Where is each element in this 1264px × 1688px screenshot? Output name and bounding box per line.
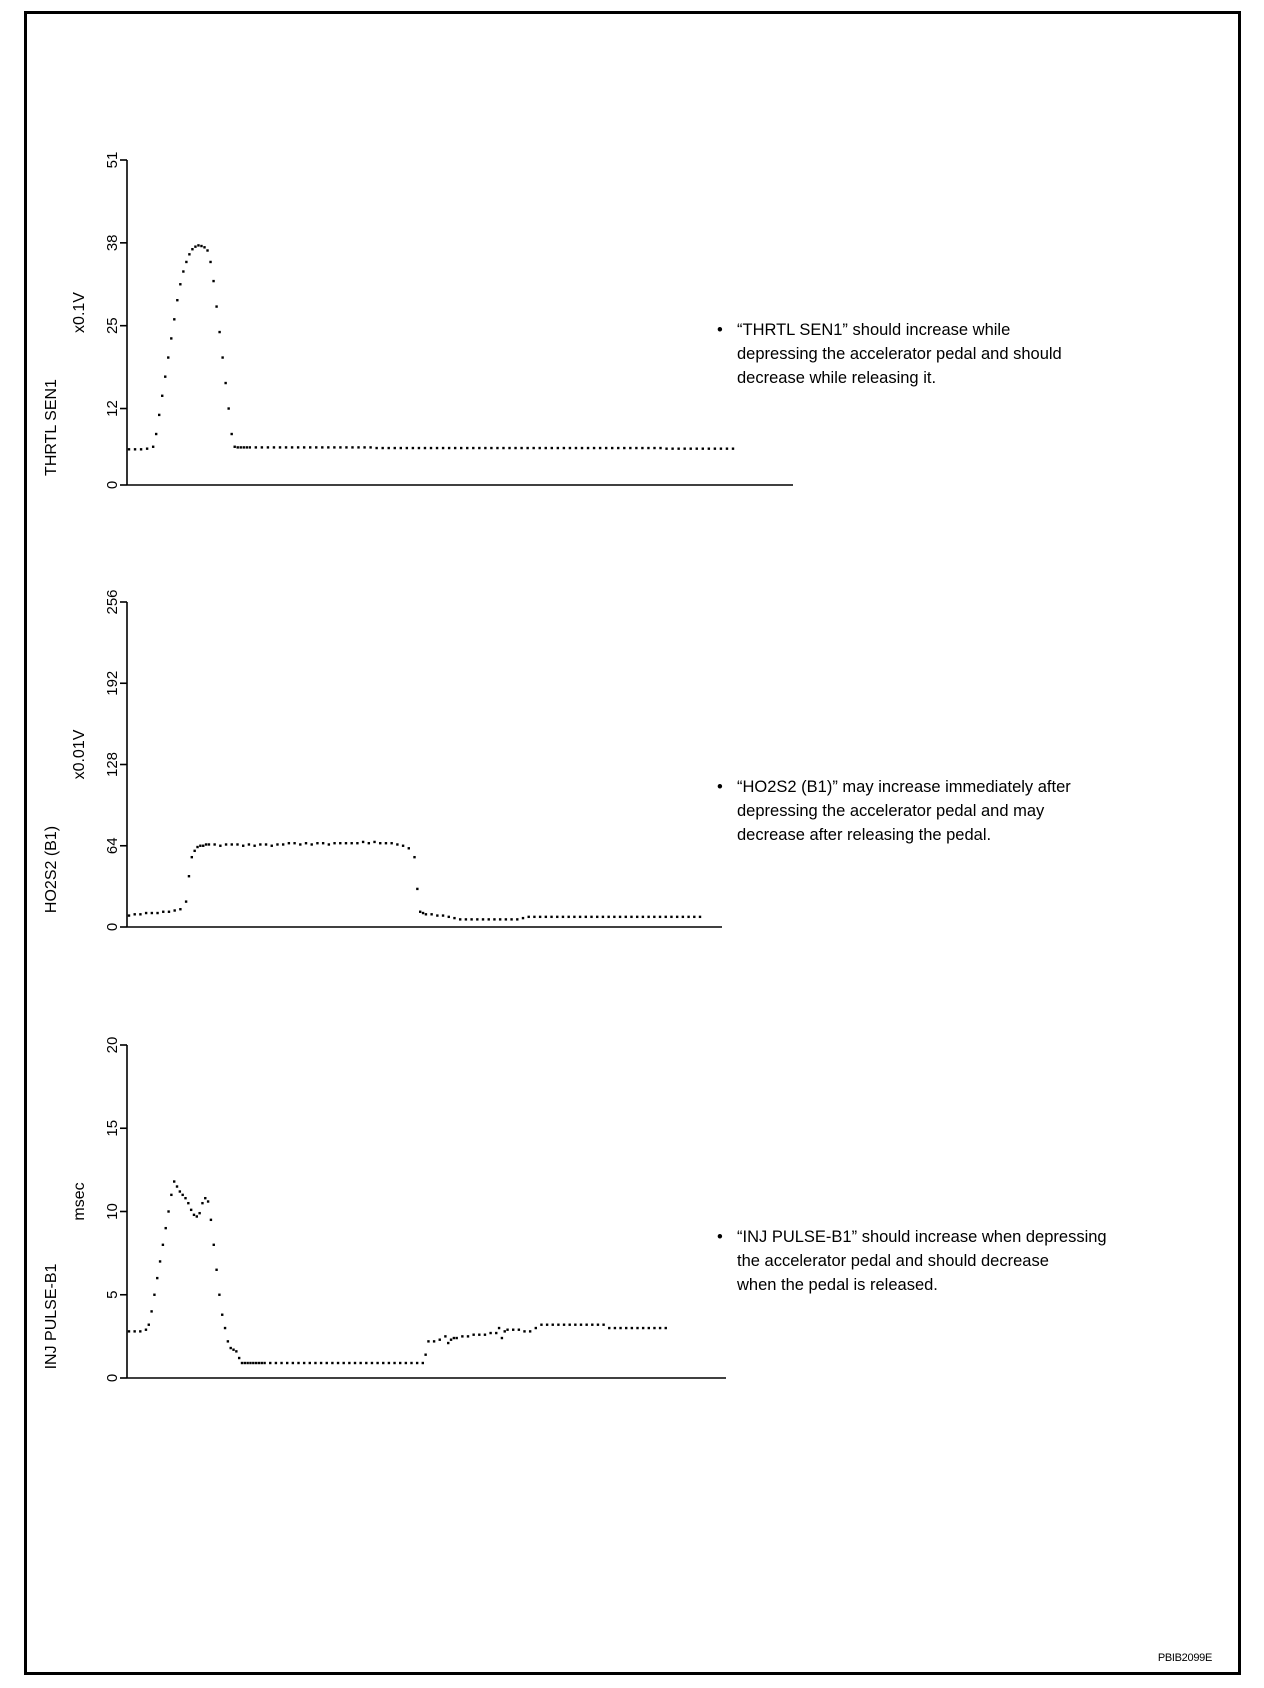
data-point — [139, 1330, 141, 1332]
data-point — [484, 1334, 486, 1336]
data-point — [238, 1357, 240, 1359]
note-line: “INJ PULSE-B1” should increase when depressing — [737, 1228, 1107, 1246]
data-point — [569, 1324, 571, 1326]
data-point — [453, 1337, 455, 1339]
y-tick-label: 256 — [103, 589, 121, 615]
data-point — [167, 1210, 169, 1212]
data-point — [410, 1362, 412, 1364]
data-point — [359, 1362, 361, 1364]
data-point — [557, 1324, 559, 1326]
data-point — [280, 1362, 282, 1364]
data-point — [648, 1327, 650, 1329]
data-point — [193, 1214, 195, 1216]
data-point — [181, 1194, 183, 1196]
note-inj-pulse-b1 — [717, 1225, 1237, 1297]
y-tick-label: 25 — [103, 317, 121, 335]
note-bullet: • — [717, 778, 723, 796]
data-point — [165, 1227, 167, 1229]
data-point — [173, 1180, 175, 1182]
y-tick-label: 51 — [103, 151, 121, 169]
data-point — [230, 1347, 232, 1349]
data-point — [365, 1362, 367, 1364]
data-point — [218, 1294, 220, 1296]
data-point — [653, 1327, 655, 1329]
data-point — [535, 1327, 537, 1329]
data-point — [467, 1335, 469, 1337]
data-point — [580, 1324, 582, 1326]
data-point — [148, 1324, 150, 1326]
y-tick-label: 64 — [103, 837, 121, 855]
y-axis-name-label: HO2S2 (B1) — [43, 825, 61, 914]
data-point — [495, 1332, 497, 1334]
data-point — [244, 1362, 246, 1364]
data-point — [275, 1362, 277, 1364]
data-point — [504, 1330, 506, 1332]
data-point — [156, 1277, 158, 1279]
data-point — [619, 1327, 621, 1329]
data-point — [227, 1340, 229, 1342]
data-point — [461, 1335, 463, 1337]
y-tick-label: 0 — [103, 1373, 121, 1383]
data-point — [252, 1362, 254, 1364]
data-point — [478, 1334, 480, 1336]
y-tick-label: 0 — [103, 922, 121, 932]
note-line: depressing the accelerator pedal and should — [737, 345, 1062, 363]
note-thrtl-sen1 — [717, 318, 1237, 390]
data-point — [190, 1209, 192, 1211]
data-point — [506, 1329, 508, 1331]
data-point — [241, 1362, 243, 1364]
note-line: “THRTL SEN1” should increase while — [737, 321, 1011, 339]
data-point — [636, 1327, 638, 1329]
data-point — [447, 1342, 449, 1344]
data-point — [221, 1314, 223, 1316]
data-point — [326, 1362, 328, 1364]
data-point — [393, 1362, 395, 1364]
data-point — [585, 1324, 587, 1326]
note-bullet: • — [717, 1228, 723, 1246]
y-axis-name-label: INJ PULSE-B1 — [43, 1263, 61, 1370]
data-point — [128, 1330, 130, 1332]
data-point — [439, 1339, 441, 1341]
data-point — [348, 1362, 350, 1364]
data-point — [201, 1202, 203, 1204]
data-point — [546, 1324, 548, 1326]
data-point — [427, 1340, 429, 1342]
data-point — [235, 1350, 237, 1352]
data-point — [450, 1339, 452, 1341]
data-point — [159, 1260, 161, 1262]
data-point — [133, 1330, 135, 1332]
data-point — [162, 1244, 164, 1246]
data-point — [320, 1362, 322, 1364]
data-point — [215, 1269, 217, 1271]
data-point — [153, 1294, 155, 1296]
note-line: depressing the accelerator pedal and may — [737, 802, 1045, 820]
y-tick-label: 0 — [103, 480, 121, 490]
data-point — [523, 1330, 525, 1332]
data-point — [422, 1362, 424, 1364]
note-line: when the pedal is released. — [737, 1276, 938, 1294]
y-axis-unit-label: x0.1V — [71, 292, 89, 333]
data-point — [602, 1324, 604, 1326]
data-point — [424, 1353, 426, 1355]
data-point — [608, 1327, 610, 1329]
data-point — [196, 1215, 198, 1217]
data-point — [198, 1212, 200, 1214]
data-point — [297, 1362, 299, 1364]
y-axis-unit-label: msec — [71, 1182, 89, 1221]
note-line: the accelerator pedal and should decrease — [737, 1252, 1049, 1270]
data-point — [371, 1362, 373, 1364]
data-point — [456, 1337, 458, 1339]
data-point — [145, 1329, 147, 1331]
data-point — [354, 1362, 356, 1364]
data-point — [246, 1362, 248, 1364]
data-point — [489, 1332, 491, 1334]
data-point — [170, 1194, 172, 1196]
data-point — [337, 1362, 339, 1364]
data-point — [631, 1327, 633, 1329]
note-bullet: • — [717, 321, 723, 339]
data-point — [498, 1327, 500, 1329]
note-line: “HO2S2 (B1)” may increase immediately after — [737, 778, 1071, 796]
data-point — [269, 1362, 271, 1364]
data-point — [179, 1190, 181, 1192]
data-point — [444, 1335, 446, 1337]
data-point — [416, 1362, 418, 1364]
y-tick-label: 20 — [103, 1036, 121, 1054]
data-point — [150, 1310, 152, 1312]
data-point — [512, 1329, 514, 1331]
data-point — [501, 1337, 503, 1339]
note-line: decrease while releasing it. — [737, 369, 937, 387]
data-point — [472, 1334, 474, 1336]
data-point — [261, 1362, 263, 1364]
data-point — [224, 1327, 226, 1329]
data-point — [292, 1362, 294, 1364]
data-point — [563, 1324, 565, 1326]
data-point — [574, 1324, 576, 1326]
y-tick-label: 15 — [103, 1119, 121, 1137]
y-tick-label: 38 — [103, 234, 121, 252]
data-point — [614, 1327, 616, 1329]
data-point — [343, 1362, 345, 1364]
data-point — [552, 1324, 554, 1326]
data-point — [642, 1327, 644, 1329]
data-point — [303, 1362, 305, 1364]
data-point — [210, 1219, 212, 1221]
data-point — [331, 1362, 333, 1364]
y-tick-label: 5 — [103, 1290, 121, 1299]
data-point — [405, 1362, 407, 1364]
note-ho2s2-b1 — [717, 775, 1237, 847]
data-point — [249, 1362, 251, 1364]
data-point — [263, 1362, 265, 1364]
data-point — [204, 1197, 206, 1199]
y-tick-label: 10 — [103, 1203, 121, 1220]
data-point — [625, 1327, 627, 1329]
data-point — [388, 1362, 390, 1364]
data-point — [376, 1362, 378, 1364]
data-point — [665, 1327, 667, 1329]
data-point — [399, 1362, 401, 1364]
data-point — [382, 1362, 384, 1364]
y-tick-label: 192 — [103, 670, 121, 696]
y-tick-label: 128 — [103, 751, 121, 778]
figure-code: PBIB2099E — [1157, 1652, 1212, 1664]
data-point — [309, 1362, 311, 1364]
y-axis-name-label: THRTL SEN1 — [43, 379, 61, 476]
data-point — [591, 1324, 593, 1326]
data-point — [597, 1324, 599, 1326]
data-point — [213, 1244, 215, 1246]
data-point — [184, 1197, 186, 1199]
data-point — [518, 1329, 520, 1331]
data-point — [176, 1185, 178, 1187]
data-point — [232, 1348, 234, 1350]
data-point — [659, 1327, 661, 1329]
data-point — [529, 1330, 531, 1332]
data-point — [207, 1200, 209, 1202]
data-point — [258, 1362, 260, 1364]
data-point — [540, 1324, 542, 1326]
data-point — [286, 1362, 288, 1364]
data-point — [433, 1340, 435, 1342]
y-tick-label: 12 — [103, 400, 121, 417]
y-axis-unit-label: x0.01V — [71, 729, 89, 780]
note-line: decrease after releasing the pedal. — [737, 826, 992, 844]
data-point — [314, 1362, 316, 1364]
data-point — [255, 1362, 257, 1364]
data-point — [187, 1202, 189, 1204]
